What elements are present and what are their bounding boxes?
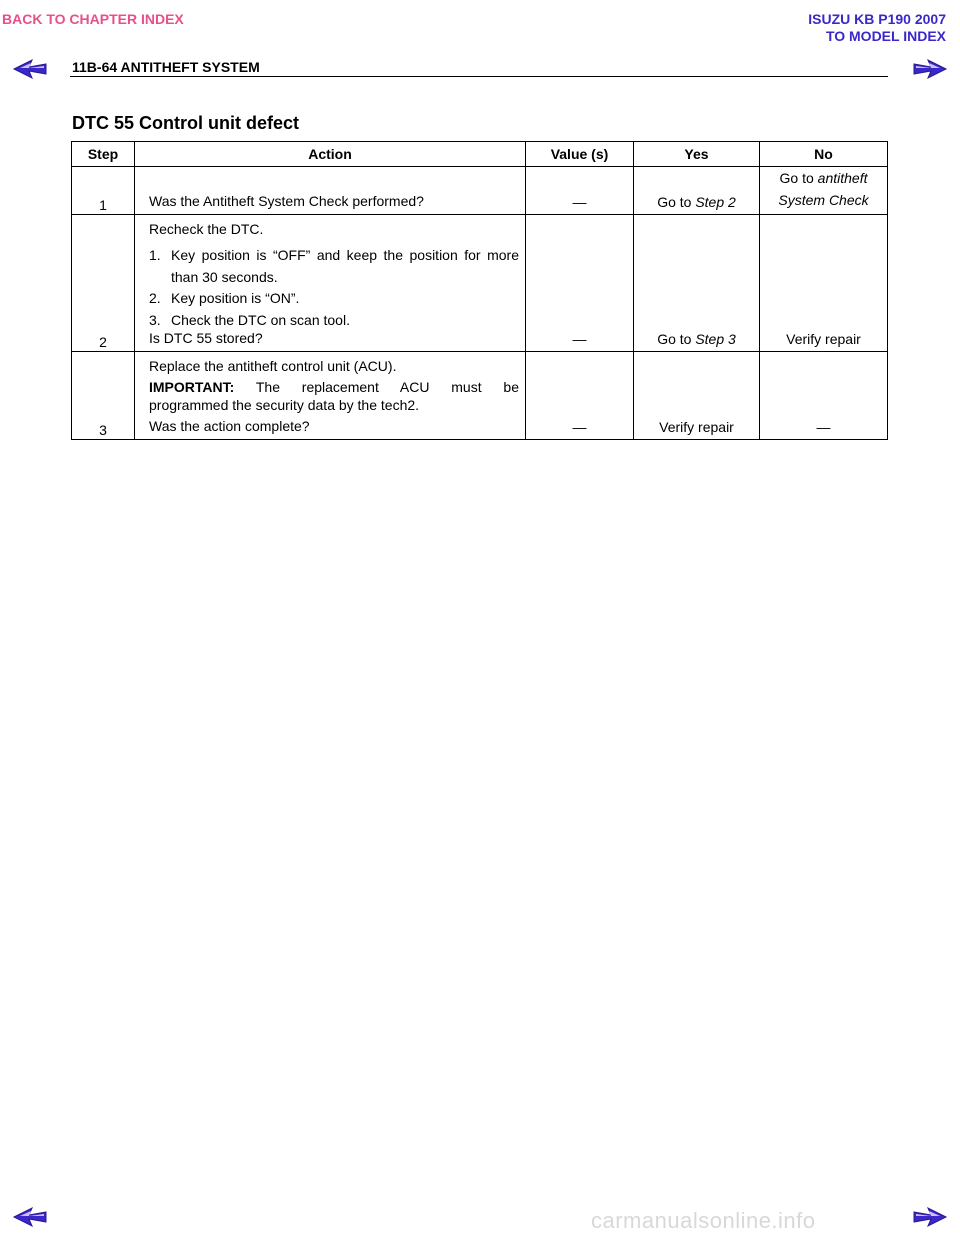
- step-reference-link[interactable]: Step 2: [695, 194, 736, 210]
- arrow-left-icon[interactable]: [12, 58, 48, 80]
- column-header-value: Value (s): [526, 142, 634, 167]
- arrow-right-icon[interactable]: [912, 1206, 948, 1228]
- action-text: Was the Antitheft System Check performed?: [149, 193, 424, 209]
- model-index-link[interactable]: [808, 11, 946, 45]
- section-title: DTC 55 Control unit defect: [72, 113, 300, 133]
- list-item-number: 2.: [149, 290, 161, 306]
- back-to-chapter-index-link[interactable]: BACK TO CHAPTER INDEX: [2, 11, 184, 27]
- important-text: The replacement ACU must be: [234, 379, 519, 395]
- yes-cell: [634, 167, 760, 215]
- no-prefix: Go to: [779, 170, 818, 186]
- value-cell: —: [526, 215, 634, 352]
- step-number: 2: [72, 215, 135, 352]
- antitheft-reference-link[interactable]: antitheft: [817, 170, 868, 186]
- yes-cell: Verify repair: [634, 352, 760, 440]
- system-check-reference-link[interactable]: System Check: [778, 192, 869, 208]
- yes-prefix: Go to: [657, 331, 696, 347]
- action-question: Was the action complete?: [149, 418, 310, 434]
- arrow-left-icon[interactable]: [12, 1206, 48, 1228]
- header-divider: [70, 76, 888, 77]
- step-reference-link[interactable]: Step 3: [695, 331, 736, 347]
- value-cell: —: [526, 167, 634, 215]
- arrow-right-icon[interactable]: [912, 58, 948, 80]
- list-item-text: Check the DTC on scan tool.: [171, 312, 350, 328]
- action-cell: [135, 215, 526, 352]
- column-header-action: Action: [135, 142, 526, 167]
- page-header-title: 11B-64 ANTITHEFT SYSTEM: [72, 59, 260, 75]
- important-note: [149, 378, 519, 396]
- no-cell: [760, 167, 888, 215]
- action-cell: [135, 167, 526, 215]
- list-item-text: Key position is “ON”.: [171, 290, 300, 306]
- action-cell: [135, 352, 526, 440]
- action-question: Is DTC 55 stored?: [149, 330, 263, 346]
- no-cell: Verify repair: [760, 215, 888, 352]
- list-item: [149, 244, 519, 288]
- list-item-number: 3.: [149, 312, 161, 328]
- list-item-text: Key position is “OFF” and keep the position for more than 30 seconds.: [171, 247, 519, 285]
- column-header-step: Step: [72, 142, 135, 167]
- list-item: [149, 311, 519, 329]
- table-row: [72, 352, 888, 440]
- step-number: 1: [72, 167, 135, 215]
- action-text: Recheck the DTC.: [149, 221, 264, 237]
- diagnostic-table: [71, 141, 888, 440]
- value-cell: —: [526, 352, 634, 440]
- model-name-label: ISUZU KB P190 2007: [808, 11, 946, 27]
- column-header-yes: Yes: [634, 142, 760, 167]
- yes-prefix: Go to: [657, 194, 696, 210]
- yes-cell: [634, 215, 760, 352]
- table-row: [72, 167, 888, 215]
- step-number: 3: [72, 352, 135, 440]
- list-item: [149, 289, 519, 307]
- action-text: Replace the antitheft control unit (ACU).: [149, 358, 397, 374]
- to-model-index-label: TO MODEL INDEX: [825, 28, 946, 44]
- important-label: IMPORTANT:: [149, 379, 235, 395]
- table-row: [72, 215, 888, 352]
- table-header-row: [72, 142, 888, 167]
- watermark: carmanualsonline.info: [591, 1208, 816, 1233]
- no-cell: —: [760, 352, 888, 440]
- important-text-continued: programmed the security data by the tech2.: [149, 397, 420, 413]
- column-header-no: No: [760, 142, 888, 167]
- list-item-number: 1.: [149, 247, 161, 263]
